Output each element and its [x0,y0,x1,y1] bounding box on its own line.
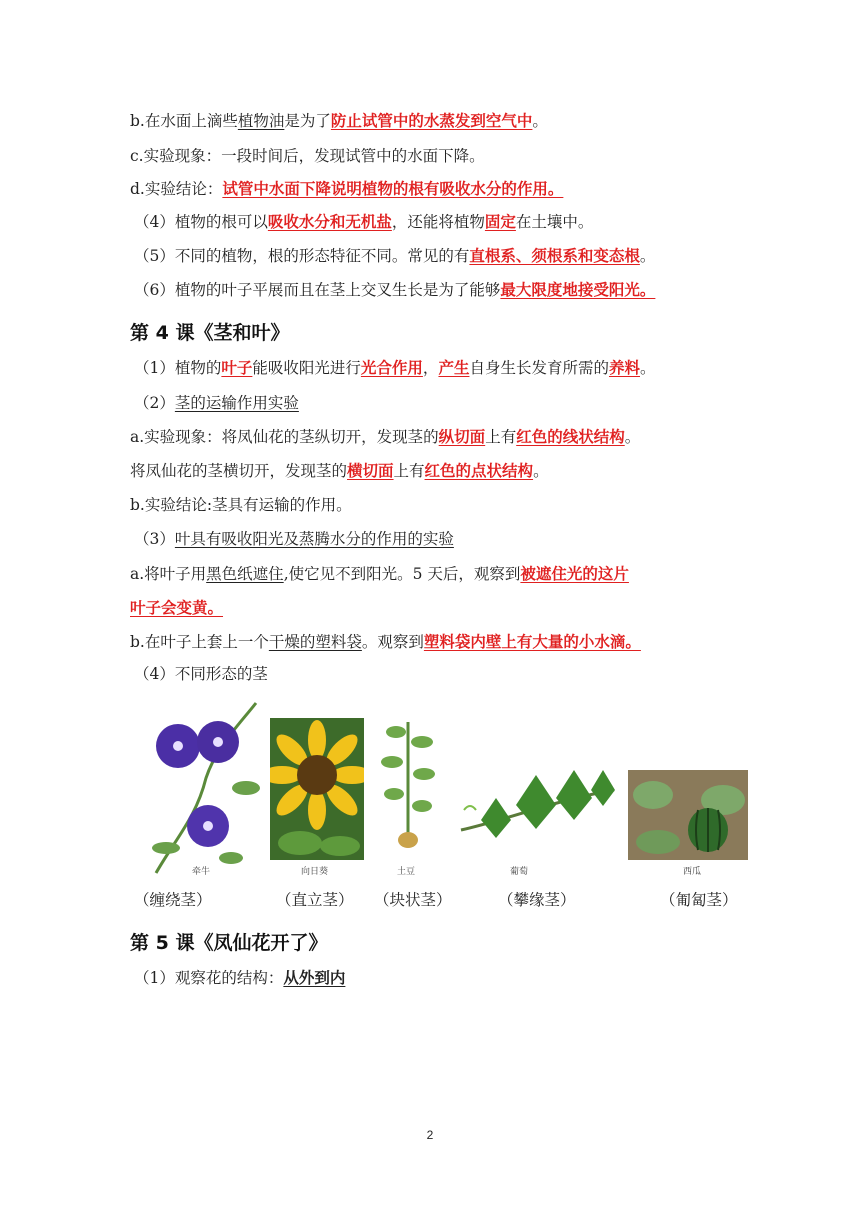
key-answer: 直根系、须根系和变态根 [469,247,640,265]
page-number: 2 [426,1128,434,1142]
stem-type-label: （块状茎） [374,891,452,909]
text-line: c.实验现象：一段时间后，发现试管中的水面下降。 [130,147,485,165]
text-line: （5）不同的植物，根的形态特征不同。常见的有直根系、须根系和变态根。 [134,247,656,265]
text-line: a.实验现象：将凤仙花的茎纵切开，发现茎的纵切面上有红色的线状结构。 [130,428,641,446]
underlined-term: 茎的运输作用实验 [174,394,299,412]
text-line: b.在叶子上套上一个干燥的塑料袋。观察到塑料袋内壁上有大量的小水滴。 [130,633,641,651]
key-answer: 试管中水面下降说明植物的根有吸收水分的作用。 [222,180,564,198]
key-answer: 叶子 [221,359,253,377]
key-answer: 产生 [438,359,470,377]
sunflower-image [270,718,364,860]
lesson-5-heading: 第 5 课《凤仙花开了》 [130,932,328,954]
photo-caption: 向日葵 [301,867,329,877]
key-answer: 吸收水分和无机盐 [267,213,392,231]
key-answer: 红色的点状结构 [424,462,534,480]
photo-caption: 葡萄 [510,867,529,877]
key-answer: 红色的线状结构 [516,428,625,446]
grape-vine-image [456,760,618,856]
text-line: （3）叶具有吸收阳光及蒸腾水分的作用的实验 [134,530,454,548]
key-answer: 光合作用 [360,359,423,377]
text-line: b.实验结论:茎具有运输的作用。 [130,496,352,514]
text-line: 将凤仙花的茎横切开，发现茎的横切面上有红色的点状结构。 [130,462,549,480]
photo-caption: 牵牛 [192,867,211,877]
key-answer: 固定 [484,213,516,231]
underlined-term: 植物油 [237,112,285,130]
morning-glory-image [136,698,270,876]
stem-type-label: （匍匐茎） [660,891,738,909]
stem-type-label: （攀缘茎） [498,891,576,909]
lesson-4-heading: 第 4 课《茎和叶》 [130,322,290,344]
text-line [130,597,223,619]
text-line: （1）植物的叶子能吸收阳光进行光合作用，产生自身生长发育所需的养料。 [134,359,656,377]
key-answer: 被遮住光的这片 [520,565,629,583]
text-line: d.实验结论：试管中水面下降说明植物的根有吸收水分的作用。 [130,180,564,198]
key-answer: 塑料袋内壁上有大量的小水滴。 [423,633,641,651]
stem-type-label: （缠绕茎） [134,891,212,909]
underlined-term: 从外到内 [283,968,346,987]
text-line: b.在水面上滴些植物油是为了防止试管中的水蒸发到空气中。 [130,112,548,130]
underlined-term: 叶具有吸收阳光及蒸腾水分的作用的实验 [174,530,454,548]
key-answer: 纵切面 [438,428,486,446]
watermelon-image [628,770,748,860]
potato-plant-image [378,712,440,852]
text-line: （2）茎的运输作用实验 [134,394,299,412]
photo-caption: 土豆 [397,867,416,877]
key-answer: 防止试管中的水蒸发到空气中 [330,112,533,130]
text-line: （6）植物的叶子平展而且在茎上交叉生长是为了能够最大限度地接受阳光。 [134,281,656,299]
key-answer: 养料 [608,359,640,377]
text-line: （4）植物的根可以吸收水分和无机盐，还能将植物固定在土壤中。 [134,213,594,231]
underlined-term: 黑色纸遮住 [206,565,284,583]
underlined-term: 干燥的塑料袋 [268,633,362,651]
photo-caption: 西瓜 [683,867,702,877]
stem-type-label: （直立茎） [276,891,354,909]
text-line: （4）不同形态的茎 [134,665,268,683]
key-answer: 最大限度地接受阳光。 [500,281,656,299]
text-line: a.将叶子用黑色纸遮住,使它见不到阳光。5 天后，观察到被遮住光的这片 [130,565,629,583]
key-answer: 叶子会变黄。 [130,599,224,617]
key-answer: 横切面 [347,462,394,480]
text-line: （1）观察花的结构：从外到内 [134,968,346,987]
